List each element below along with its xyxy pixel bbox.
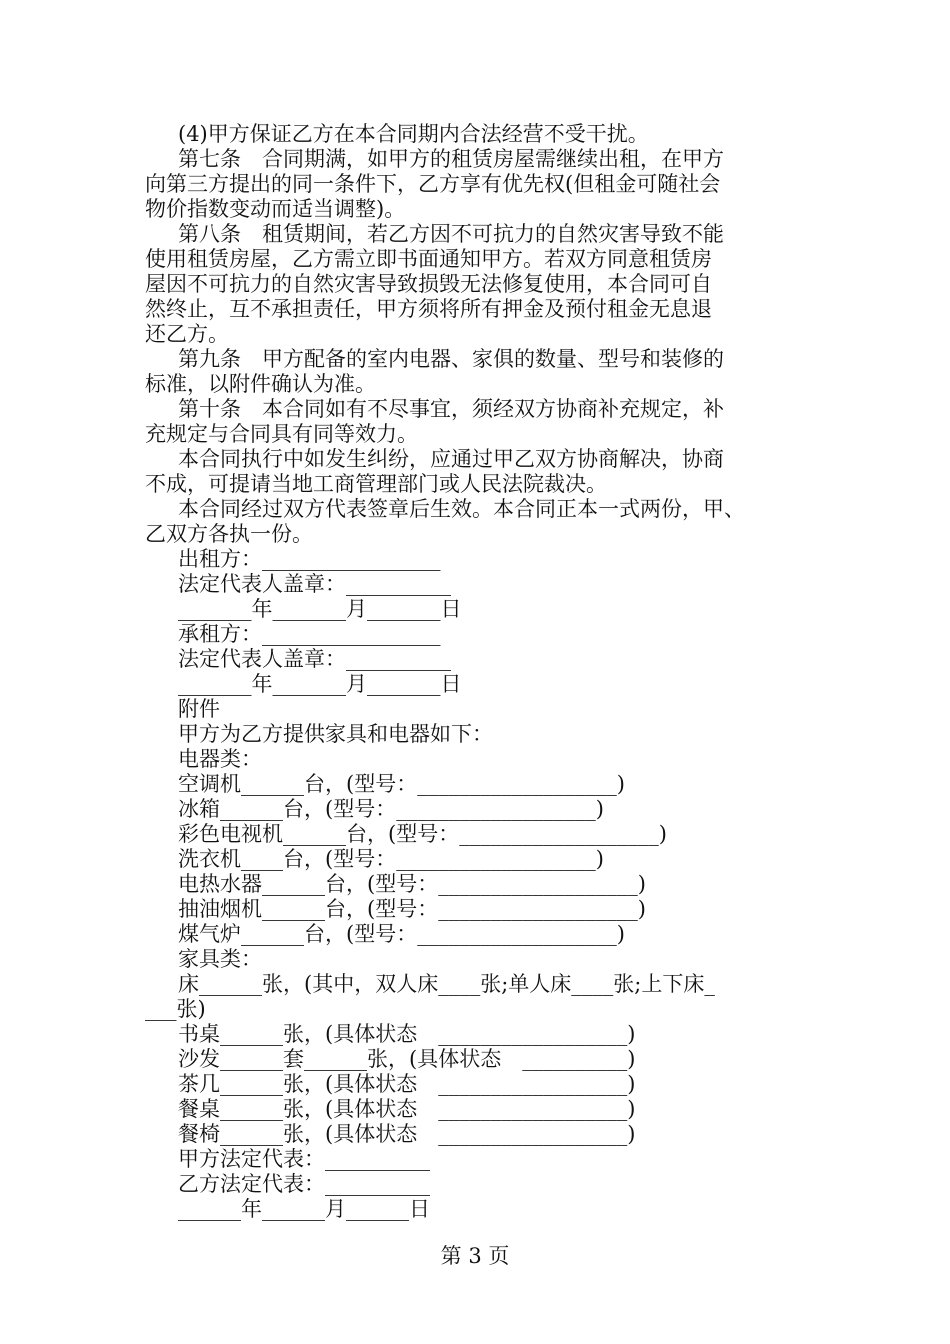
lessee-date-line: _______年_______月_______日 <box>178 672 462 696</box>
furniture-item: 餐椅______张，(具体状态 __________________) <box>178 1122 636 1146</box>
effect-clause: 本合同经过双方代表签章后生效。本合同正本一式两份，甲、 <box>178 497 745 521</box>
clause-text: 还乙方。 <box>145 322 229 346</box>
clause-9-heading: 第九条 甲方配备的室内电器、家俱的数量、型号和装修的 <box>178 347 724 371</box>
furniture-item: 沙发______套______张，(具体状态 __________) <box>178 1047 636 1071</box>
lessor-seal-line: 法定代表人盖章：__________ <box>178 572 451 596</box>
appendix-date-line: ______年______月______日 <box>178 1197 430 1221</box>
party-b-representative-line: 乙方法定代表：__________ <box>178 1172 430 1196</box>
lessor-date-line: _______年_______月_______日 <box>178 597 462 621</box>
clause-text: 向第三方提出的同一条件下，乙方享有优先权(但租金可随社会 <box>145 172 721 196</box>
furniture-item-bed: 床______张，(其中，双人床____张;单人床____张;上下床_ <box>178 972 715 996</box>
clause-10-heading: 第十条 本合同如有不尽事宜，须经双方协商补充规定，补 <box>178 397 724 421</box>
clause-text: 不成，可提请当地工商管理部门或人民法院裁决。 <box>145 472 607 496</box>
appliance-item: 煤气炉______台，(型号：___________________) <box>178 922 625 946</box>
clause-text: 充规定与合同具有同等效力。 <box>145 422 418 446</box>
party-a-representative-line: 甲方法定代表：__________ <box>178 1147 430 1171</box>
appliance-item: 空调机______台，(型号：___________________) <box>178 772 625 796</box>
appendix-title: 附件 <box>178 697 220 721</box>
clause-text: 使用租赁房屋，乙方需立即书面通知甲方。若双方同意租赁房 <box>145 247 712 271</box>
furniture-heading: 家具类： <box>178 947 262 971</box>
appliance-item: 电热水器______台，(型号：___________________) <box>178 872 646 896</box>
clause-8-heading: 第八条 租赁期间，若乙方因不可抗力的自然灾害导致不能 <box>178 222 724 246</box>
page-number: 第 3 页 <box>440 1244 510 1268</box>
clause-text: (4)甲方保证乙方在本合同期内合法经营不受干扰。 <box>178 122 649 146</box>
appliance-item: 彩色电视机______台，(型号：___________________) <box>178 822 667 846</box>
furniture-item-bed-continued: ___张) <box>145 997 206 1021</box>
dispute-clause: 本合同执行中如发生纠纷，应通过甲乙双方协商解决，协商 <box>178 447 724 471</box>
furniture-item: 餐桌______张，(具体状态 __________________) <box>178 1097 636 1121</box>
appliances-heading: 电器类： <box>178 747 262 771</box>
lessee-signature-line: 承租方：_________________ <box>178 622 441 646</box>
clause-text: 然终止，互不承担责任，甲方须将所有押金及预付租金无息退 <box>145 297 712 321</box>
furniture-item: 茶几______张，(具体状态 __________________) <box>178 1072 636 1096</box>
appendix-intro: 甲方为乙方提供家具和电器如下： <box>178 722 493 746</box>
clause-text: 物价指数变动而适当调整)。 <box>145 197 406 221</box>
clause-text: 乙双方各执一份。 <box>145 522 313 546</box>
clause-text: 标准，以附件确认为准。 <box>145 372 376 396</box>
clause-text: 屋因不可抗力的自然灾害导致损毁无法修复使用，本合同可自 <box>145 272 712 296</box>
appliance-item: 抽油烟机______台，(型号：___________________) <box>178 897 646 921</box>
furniture-item: 书桌______张，(具体状态 __________________) <box>178 1022 636 1046</box>
clause-7-heading: 第七条 合同期满，如甲方的租赁房屋需继续出租，在甲方 <box>178 147 724 171</box>
appliance-item: 洗衣机____台，(型号：___________________) <box>178 847 604 871</box>
lessee-seal-line: 法定代表人盖章：__________ <box>178 647 451 671</box>
appliance-item: 冰箱______台，(型号：___________________) <box>178 797 604 821</box>
lessor-signature-line: 出租方：_________________ <box>178 547 441 571</box>
